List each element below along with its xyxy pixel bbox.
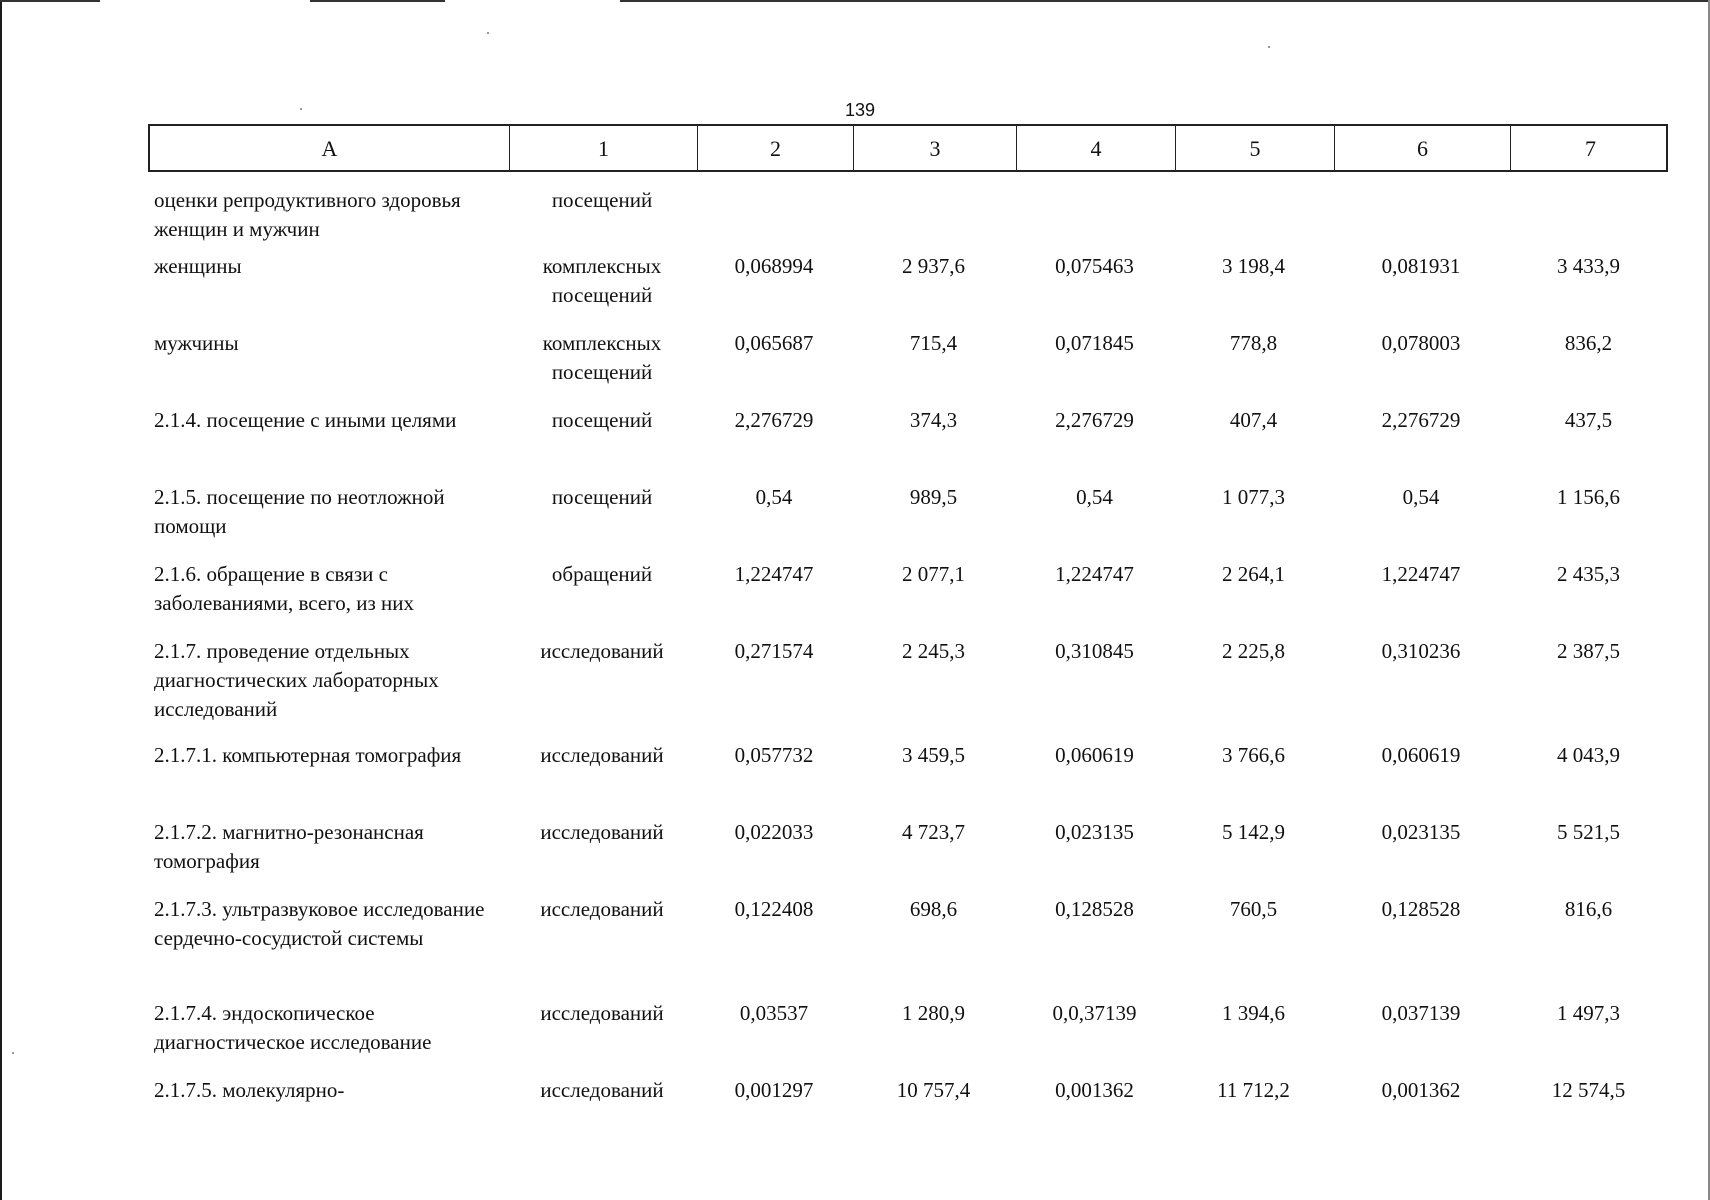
cell-2: 0,03537 [739,1001,809,1025]
cell-7: 3 433,9 [1557,254,1620,278]
table-row [148,329,1668,406]
row-unit: посещений [551,408,653,432]
cell-4: 1,224747 [1055,562,1134,586]
cell-5 [1174,186,1333,252]
cell-3: 3 459,5 [902,743,965,767]
scan-speck [12,1052,14,1054]
data-table [148,124,1668,1116]
table-row [148,483,1668,560]
cell-5: 2 225,8 [1222,639,1285,663]
row-name: 2.1.7.4. эндоскопическое диагностическое исследование [154,1001,432,1054]
cell-5: 1 394,6 [1222,1001,1285,1025]
cell-4: 0,310845 [1055,639,1134,663]
cell-4: 0,0,37139 [1052,1001,1137,1025]
row-name: женщины [154,254,242,278]
row-name: 2.1.7.3. ультразвуковое исследование сердечно-сосудистой системы [154,897,485,950]
table-row [148,637,1668,741]
scan-border-top [310,0,445,2]
table-row [148,252,1668,329]
page-number: 139 [844,100,876,120]
cell-5: 760,5 [1229,897,1278,921]
row-name: 2.1.4. посещение с иными целями [154,408,457,432]
cell-3: 2 937,6 [902,254,965,278]
table-row [148,895,1668,999]
cell-2 [696,186,852,252]
cell-3: 4 723,7 [902,820,965,844]
table-row [148,406,1668,483]
table-row [148,999,1668,1076]
cell-6: 0,037139 [1381,1001,1461,1025]
cell-4: 0,060619 [1055,743,1134,767]
table-row [148,560,1668,637]
cell-5: 11 712,2 [1217,1078,1290,1102]
cell-6: 0,078003 [1381,331,1461,355]
row-unit: исследований [540,820,664,844]
cell-6: 0,128528 [1381,897,1461,921]
cell-5: 2 264,1 [1222,562,1285,586]
cell-6: 0,060619 [1381,743,1461,767]
cell-2: 0,022033 [734,820,814,844]
cell-7: 4 043,9 [1557,743,1620,767]
cell-3: 698,6 [909,897,958,921]
cell-4: 0,023135 [1055,820,1134,844]
cell-7: 816,6 [1564,897,1613,921]
row-unit: исследований [540,639,664,663]
cell-4 [1015,186,1174,252]
cell-3: 374,3 [909,408,958,432]
cell-2: 0,54 [755,485,793,509]
table-row [148,186,1668,252]
cell-4: 0,001362 [1055,1078,1134,1102]
cell-2: 0,065687 [734,331,814,355]
table-row [148,741,1668,818]
cell-3: 2 077,1 [902,562,965,586]
cell-6: 1,224747 [1381,562,1461,586]
header-cell-1: 1 [510,126,698,170]
header-cell-6: 6 [1335,126,1511,170]
cell-4: 0,071845 [1055,331,1134,355]
cell-2: 2,276729 [734,408,814,432]
header-cell-7: 7 [1585,135,1596,161]
cell-2: 0,122408 [734,897,814,921]
cell-7: 1 497,3 [1557,1001,1620,1025]
header-cell-3: 3 [854,126,1017,170]
cell-7: 437,5 [1564,408,1613,432]
cell-3 [852,186,1015,252]
row-name: 2.1.7.2. магнитно-резонансная томография [154,820,424,873]
cell-5: 1 077,3 [1222,485,1285,509]
row-unit: обращений [551,562,653,586]
cell-3: 1 280,9 [902,1001,965,1025]
table-row [148,1076,1668,1116]
cell-3: 989,5 [909,485,958,509]
scan-speck [300,108,302,110]
header-cell-2: 2 [698,126,854,170]
row-unit: исследований [540,1001,664,1025]
cell-6: 0,081931 [1381,254,1461,278]
cell-7: 12 574,5 [1551,1078,1626,1102]
row-unit: посещений [551,485,653,509]
cell-6: 0,001362 [1381,1078,1461,1102]
cell-3: 715,4 [909,331,958,355]
header-cell-5: 5 [1176,126,1335,170]
scan-speck [487,32,489,34]
cell-3: 2 245,3 [902,639,965,663]
cell-7: 1 156,6 [1557,485,1620,509]
cell-7: 2 387,5 [1557,639,1620,663]
row-name: мужчины [154,331,239,355]
cell-2: 0,001297 [734,1078,814,1102]
cell-5: 5 142,9 [1222,820,1285,844]
cell-3: 10 757,4 [896,1078,971,1102]
scan-speck [1268,46,1270,48]
cell-4: 0,128528 [1055,897,1134,921]
row-name: 2.1.5. посещение по неотложной помощи [154,485,445,538]
cell-7 [1509,186,1668,252]
row-unit: посещений [551,188,653,212]
cell-7: 2 435,3 [1557,562,1620,586]
scan-border-top [0,0,100,2]
cell-4: 0,075463 [1055,254,1134,278]
row-name: 2.1.7. проведение отдельных диагностических лабораторных исследований [154,639,439,721]
row-unit: комплексных посещений [542,254,662,307]
cell-7: 5 521,5 [1557,820,1620,844]
cell-5: 3 766,6 [1222,743,1285,767]
table-row [148,818,1668,895]
cell-4: 2,276729 [1055,408,1134,432]
row-name: оценки репродуктивного здоровья женщин и мужчин [154,188,461,241]
cell-6: 0,310236 [1381,639,1461,663]
cell-7: 836,2 [1564,331,1613,355]
cell-6: 0,54 [1402,485,1440,509]
row-name: 2.1.7.1. компьютерная томография [154,743,462,767]
table-header [148,124,1668,172]
cell-2: 0,057732 [734,743,814,767]
cell-2: 0,068994 [734,254,814,278]
row-name: 2.1.7.5. молекулярно- [154,1078,345,1102]
row-unit: исследований [540,1078,664,1102]
row-unit: исследований [540,743,664,767]
scan-border-left [0,0,2,1200]
row-unit: комплексных посещений [542,331,662,384]
header-cell-a: А [150,126,510,170]
cell-2: 0,271574 [734,639,814,663]
scan-border-top [620,0,1710,2]
cell-6 [1333,186,1509,252]
cell-5: 407,4 [1229,408,1278,432]
cell-4: 0,54 [1076,485,1113,509]
row-name: 2.1.6. обращение в связи с заболеваниями, всего, из них [154,562,414,615]
cell-2: 1,224747 [734,562,814,586]
row-unit: исследований [540,897,664,921]
cell-6: 2,276729 [1381,408,1461,432]
cell-6: 0,023135 [1381,820,1461,844]
header-cell-4: 4 [1017,126,1176,170]
cell-5: 778,8 [1229,331,1278,355]
cell-5: 3 198,4 [1222,254,1285,278]
